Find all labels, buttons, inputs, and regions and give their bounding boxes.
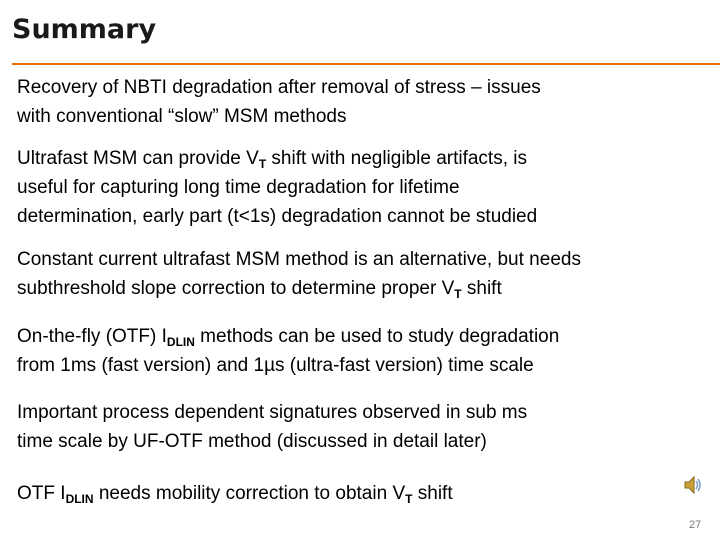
bullet-4 <box>17 322 559 380</box>
bullet-4-text: On-the-fly (OTF) I <box>17 326 167 347</box>
subscript: T <box>454 287 462 301</box>
bullet-5-line-2: time scale by UF-OTF method (discussed in detail later) <box>17 431 487 452</box>
subscript: T <box>258 157 267 171</box>
bullet-3-line-1: Constant current ultrafast MSM method is an alternative, but needs <box>17 249 581 270</box>
bullet-1-line-1: Recovery of NBTI degradation after removal of stress – issues <box>17 77 541 98</box>
bullet-2-line-1 <box>17 144 537 173</box>
bullet-3 <box>17 245 581 303</box>
subscript: DLIN <box>166 335 195 349</box>
bullet-2-text: Ultrafast MSM can provide V <box>17 148 259 169</box>
bullet-6-text: needs mobility correction to obtain V <box>93 483 406 504</box>
slide-title: Summary <box>12 14 157 45</box>
bullet-1 <box>17 73 541 131</box>
bullet-2-line-2: useful for capturing long time degradation for lifetime <box>17 177 460 198</box>
bullet-5 <box>17 398 527 456</box>
bullet-3-text: subthreshold slope correction to determine proper V <box>17 278 455 299</box>
title-divider <box>12 63 720 65</box>
bullet-6 <box>17 479 453 508</box>
bullet-6-text: shift <box>412 483 453 504</box>
bullet-4-line-1 <box>17 322 559 351</box>
bullet-2-line-3: determination, early part (t<1s) degradation cannot be studied <box>17 206 538 227</box>
bullet-4-line-2: from 1ms (fast version) and 1µs (ultra-fast version) time scale <box>17 355 534 376</box>
bullet-6-text: OTF I <box>17 483 66 504</box>
bullet-2-text: shift with negligible artifacts, is <box>266 148 527 169</box>
bullet-4-text: methods can be used to study degradation <box>194 326 560 347</box>
bullet-6-line-1 <box>17 479 453 508</box>
bullet-3-text: shift <box>461 278 502 299</box>
bullet-2 <box>17 144 537 231</box>
bullet-5-line-1: Important process dependent signatures observed in sub ms <box>17 402 528 423</box>
subscript: T <box>405 492 413 506</box>
subscript: DLIN <box>65 492 94 506</box>
speaker-icon[interactable] <box>682 474 704 496</box>
page-number: 27 <box>689 519 702 531</box>
bullet-3-line-2 <box>17 274 581 303</box>
bullet-1-line-2: with conventional “slow” MSM methods <box>17 106 347 127</box>
